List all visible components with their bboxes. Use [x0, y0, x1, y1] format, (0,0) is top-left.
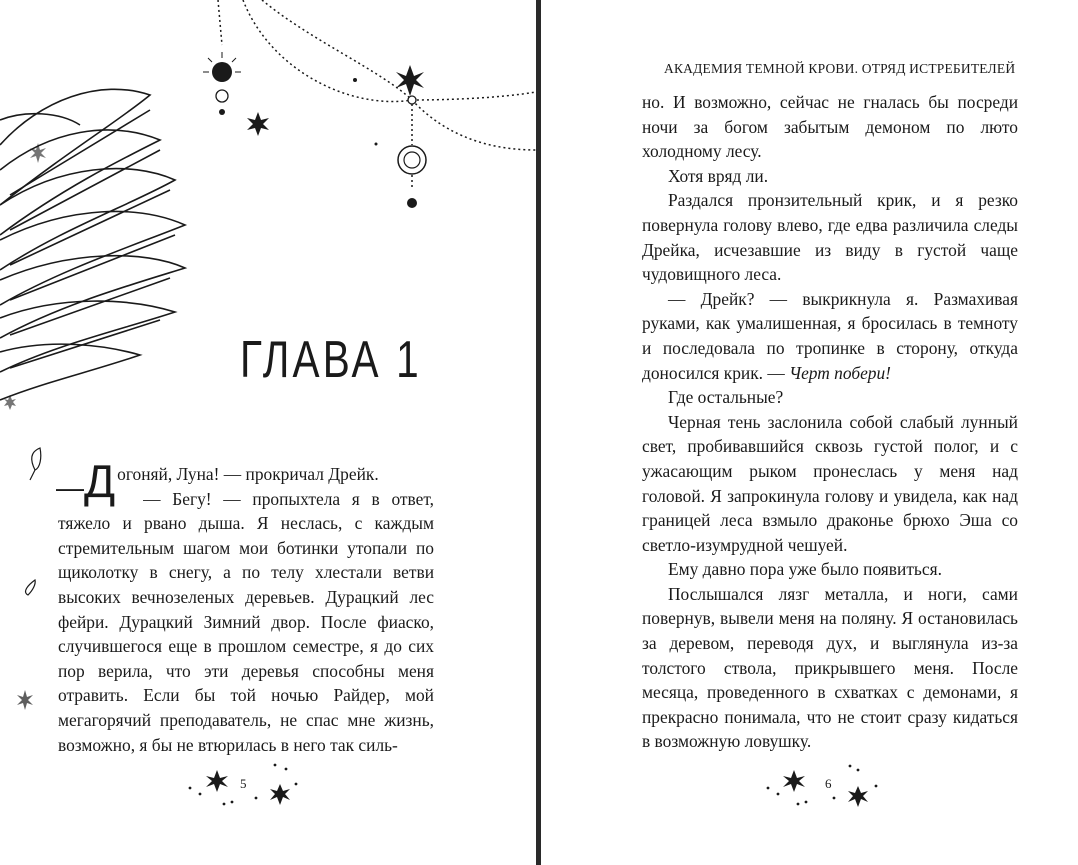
right-body-text [642, 90, 1018, 754]
paragraph: Черная тень заслонила собой слабый лунный свет, пробивавшийся сквозь густой полог, и с ужасающим рыком пронеслась у меня над головой. Я запрокинула голову и увидела, как над границей леса взмыло драконье брюхо Эша со светло-изумрудной чешуей. [642, 411, 1018, 555]
drop-cap-dash: — [56, 472, 84, 503]
paragraph: но. И возможно, сейчас не гналась бы посреди ночи за богом забытым демоном по люто холодному лесу. [642, 92, 1018, 162]
page-number-right: 6 [825, 776, 832, 791]
wing-icon [0, 89, 185, 400]
chapter-title: ГЛАВА 1 [240, 331, 422, 389]
left-page [0, 0, 536, 865]
feather-icon [26, 448, 41, 595]
italic-exclamation: Черт побери! [789, 362, 891, 383]
celestial-ornament [203, 52, 426, 208]
drop-cap-letter: Д [84, 455, 116, 507]
first-line-text: огоняй, Луна! — прокричал Дрейк. [117, 464, 379, 484]
first-paragraph [56, 455, 434, 507]
star-icon [767, 765, 878, 807]
paragraph: Раздался пронзительный крик, и я резко повернула голову влево, где едва различила следы Дрейка, исчезавшие из виду в густой чаще чудовищного леса. [642, 190, 1018, 285]
paragraph: Ему давно пора уже было появиться. [668, 559, 942, 580]
drop-cap [56, 455, 116, 507]
paragraph: Где остальные? [668, 387, 784, 408]
left-body-text [56, 455, 434, 757]
paragraph: Послышался лязг металла, и ноги, сами повернув, вывели меня на поляну. Я остановилась за деревом, переводя дух, и выглянула из-за толстого ствола, прикрывшего меня. После месяца, проведенного в схватках с демонами, я прекрасно понимала, что не стоит сразу кидаться в возможную ловушку. [642, 583, 1018, 752]
paragraph: Хотя вряд ли. [668, 165, 769, 186]
paragraph-text: — Дрейк? — выкрикнула я. Размахивая руками, как умалишенная, я бросилась в темноту и последовала по тропинке в сторону, откуда доносился крик. — [642, 288, 1018, 383]
paragraph [642, 287, 1018, 385]
paragraph: — Бегу! — пропыхтела я в ответ, тяжело и рвано дыша. Я неслась, с каждым стремительным шагом мои ботинки утопали по щиколотку в снегу, а по телу хлестали ветви высоких вечнозеленых деревьев. Дурацкий лес фейри. Дурацкий Зимний двор. После фиаско, случившегося еще в прошлом семестре, я до сих пор верила, что эти деревья способны меня отравить. Если бы той ночью Райдер, мой мегагорячий преподаватель, не спас мне жизнь, возможно, я бы не втюрилась в него так силь- [58, 488, 434, 755]
page-number-left: 5 [240, 776, 247, 791]
running-header: АКАДЕМИЯ ТЕМНОЙ КРОВИ. ОТРЯД ИСТРЕБИТЕЛЕЙ [664, 61, 1016, 76]
